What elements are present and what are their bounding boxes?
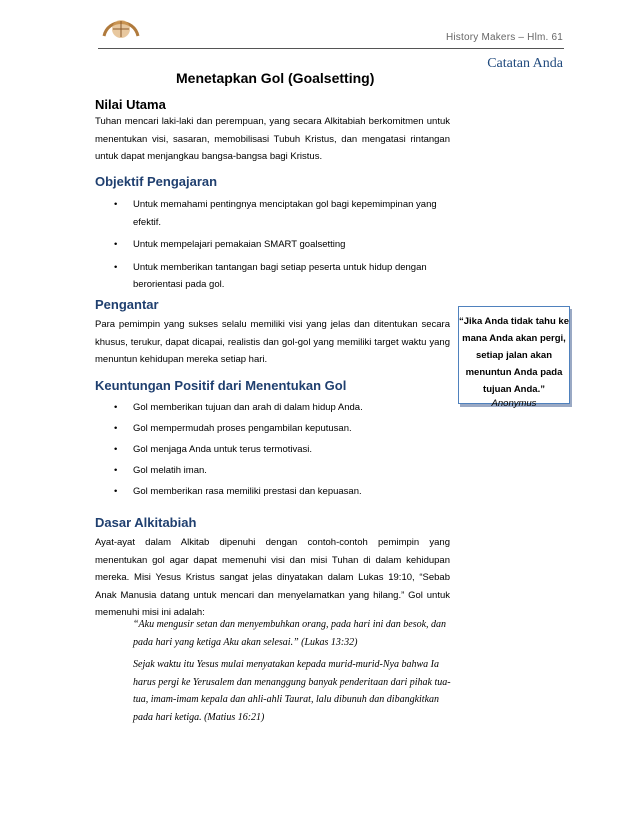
section-title-objektif: Objektif Pengajaran	[95, 174, 218, 189]
scripture-quote-matius: Sejak waktu itu Yesus mulai menyatakan kepada murid-murid-Nya bahwa Ia harus pergi ke Yerusalem dan menanggung banyak penderitaan dari pihak tua-tua, imam-imam kepala dan ahli-ahli Taurat, lalu dibunuh dan dibangkitkan pada hari ketiga. (Matius 16:21)	[133, 659, 451, 723]
bullet-icon: •	[114, 261, 118, 273]
list-item: • Gol memberikan tujuan dan arah di dalam hidup Anda.	[95, 399, 450, 417]
scripture-quote-lukas: “Aku mengusir setan dan menyembuhkan orang, pada hari ini dan besok, dan pada hari yang ketiga Aku akan selesai.” (Lukas 13:32)	[133, 619, 447, 648]
bullet-icon: •	[114, 465, 118, 476]
list-item: • Gol mempermudah proses pengambilan keputusan.	[95, 420, 450, 438]
objektif-list	[95, 196, 450, 294]
bullet-icon: •	[114, 486, 118, 497]
section-title-pengantar: Pengantar	[95, 297, 159, 312]
list-item: • Untuk memahami pentingnya menciptakan gol bagi kepemimpinan yang efektif.	[95, 196, 450, 231]
list-item: • Gol menjaga Anda untuk terus termotivasi.	[95, 441, 450, 459]
callout-quote: “Jika Anda tidak tahu ke mana Anda akan pergi, setiap jalan akan menuntun Anda pada tujuan Anda.”	[459, 316, 569, 395]
list-item: • Gol memberikan rasa memiliki prestasi dan kepuasan.	[95, 483, 450, 501]
list-item: • Untuk memberikan tantangan bagi setiap peserta untuk hidup dengan berorientasi pada gol.	[95, 259, 450, 294]
pengantar-body: Para pemimpin yang sukses selalu memiliki visi yang jelas dan ditentukan secara khusus, terukur, dapat dicapai, realistis dan gol-gol yang memiliki target waktu yang menuntun kehidupan mereka setiap hari.	[95, 319, 450, 365]
list-item: • Gol melatih iman.	[95, 462, 450, 480]
section-title-nilai-utama: Nilai Utama	[95, 97, 166, 112]
list-item: • Untuk mempelajari pemakaian SMART goalsetting	[95, 236, 450, 254]
bullet-icon: •	[114, 423, 118, 434]
bullet-icon: •	[114, 444, 118, 455]
page-title: Menetapkan Gol (Goalsetting)	[176, 70, 375, 86]
bullet-icon: •	[114, 199, 118, 210]
history-makers-logo	[96, 12, 146, 48]
header-rule	[98, 48, 564, 49]
callout-author: Anonymus	[491, 398, 537, 409]
nilai-utama-body: Tuhan mencari laki-laki dan perempuan, yang secara Alkitabiah berkomitmen untuk menentukan visi, sasaran, memobilisasi Tubuh Kristus, dan mengatasi rintangan untuk dapat menjangkau bangsa-bangsa bagi Kristus.	[95, 116, 450, 162]
running-header: History Makers – Hlm. 61	[445, 32, 563, 43]
section-title-dasar-alkitabiah: Dasar Alkitabiah	[95, 515, 197, 530]
bullet-icon: •	[114, 239, 118, 250]
quote-callout-box	[458, 306, 570, 409]
keuntungan-list	[95, 399, 450, 501]
notes-margin-label: Catatan Anda	[487, 56, 563, 71]
bullet-icon: •	[114, 402, 118, 413]
dasar-alkitabiah-body: Ayat-ayat dalam Alkitab dipenuhi dengan contoh-contoh pemimpin yang menentukan gol agar dapat memenuhi visi dan misi Tuhan di dalam kehidupan mereka. Misi Yesus Kristus sangat jelas dinyatakan dalam Lukas 19:10, “Sebab Anak Manusia datang untuk mencari dan menyelamatkan yang hilang.” Gol untuk memenuhi misi ini adalah:	[95, 537, 450, 618]
section-title-keuntungan: Keuntungan Positif dari Menentukan Gol	[95, 378, 347, 393]
